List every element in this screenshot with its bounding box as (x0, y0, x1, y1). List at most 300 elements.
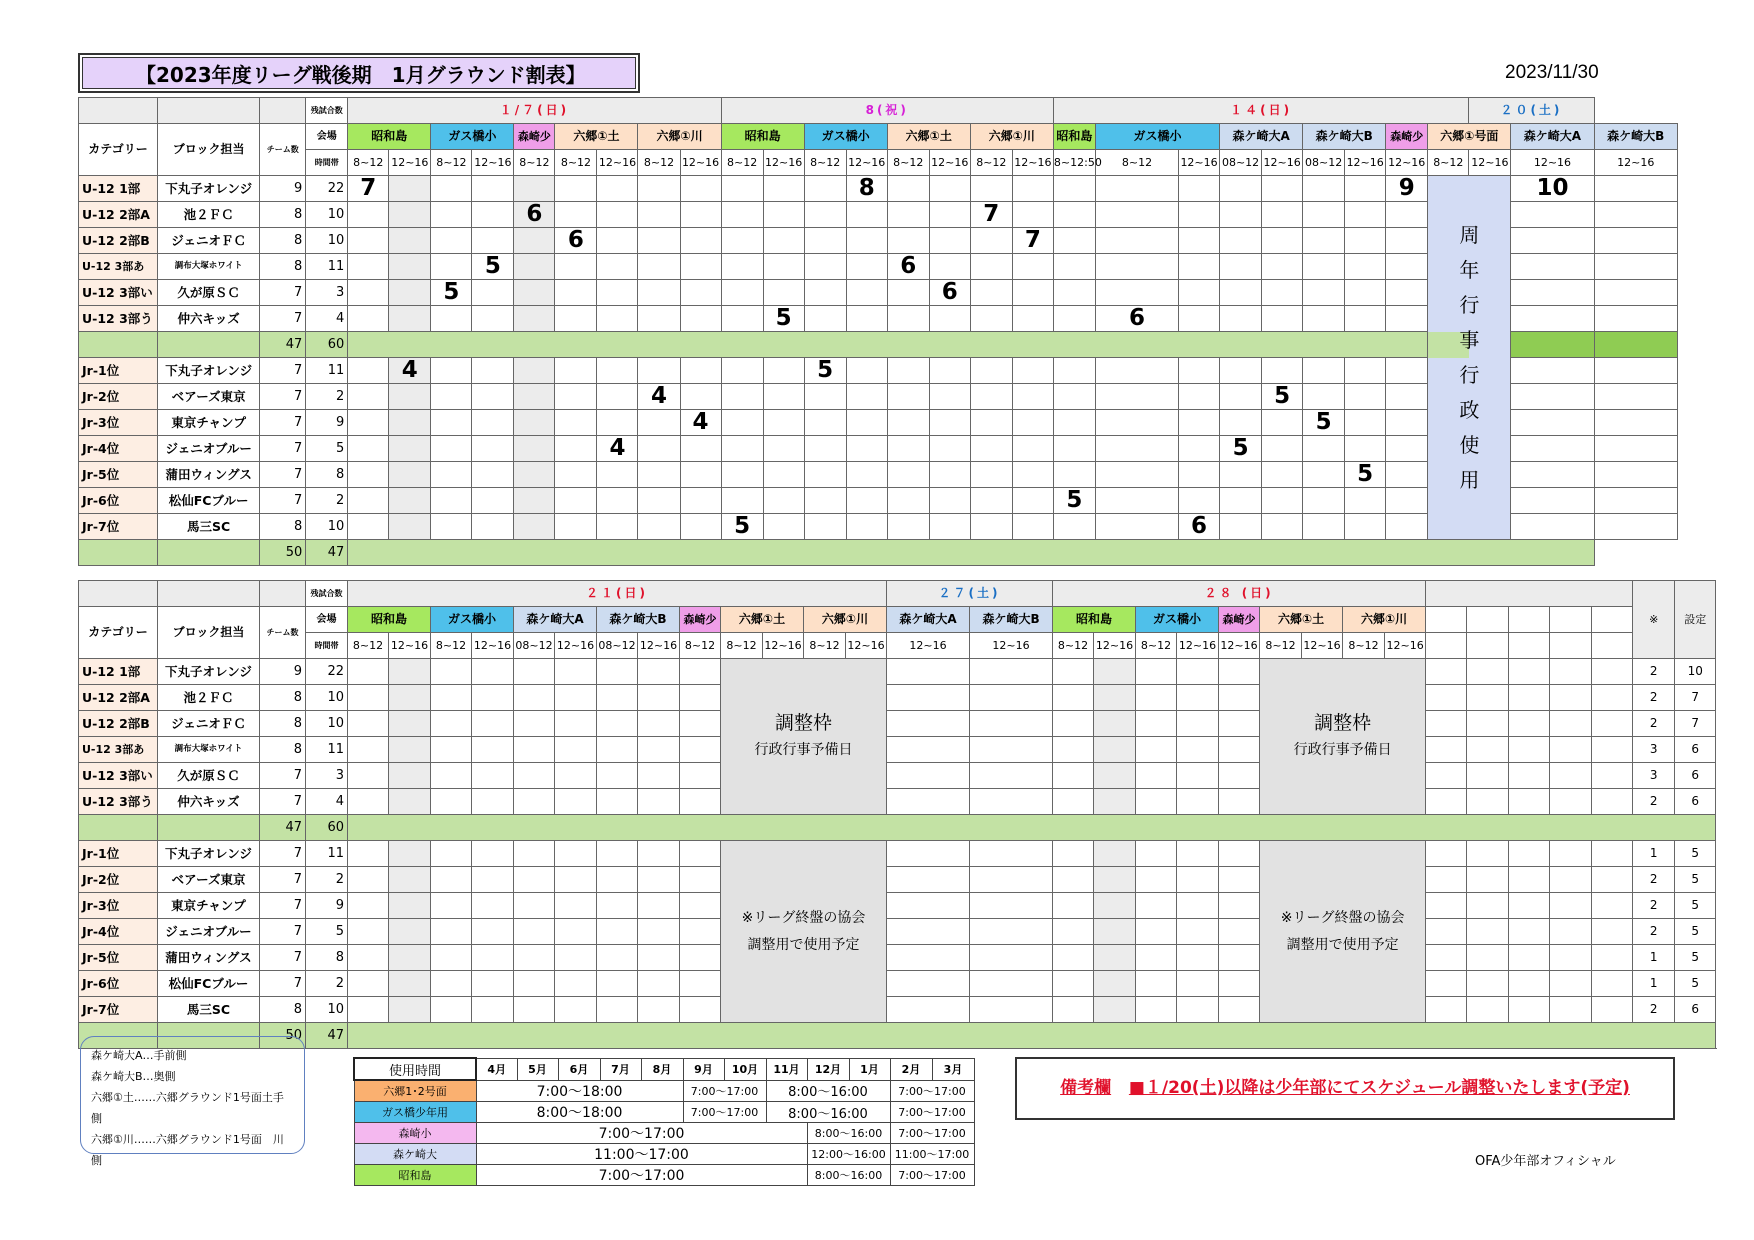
table-cell: 六郷①川 (1343, 607, 1426, 633)
table-cell (970, 919, 1053, 945)
table-cell: Jr-4位 (79, 436, 158, 462)
day-jan27: ２７(土) (887, 581, 1053, 607)
table-cell (929, 228, 970, 254)
table-cell: 8~12 (887, 150, 929, 176)
table-cell: 10 (306, 202, 348, 228)
table-cell (1509, 919, 1550, 945)
table-cell (638, 867, 680, 893)
table-cell (680, 514, 721, 540)
table-cell (1220, 176, 1262, 202)
table-cell: 2 (1633, 867, 1675, 893)
table-cell (1220, 306, 1262, 332)
table-cell (887, 202, 929, 228)
table-cell (597, 254, 638, 280)
table-cell: 5 (1675, 841, 1716, 867)
table-cell (79, 815, 158, 841)
table-cell (597, 176, 638, 202)
table-cell: 7 (260, 384, 306, 410)
table-cell: 森崎少 (680, 607, 721, 633)
adjust-slot-28 (1260, 659, 1426, 815)
table-cell (680, 711, 721, 737)
table-row (79, 841, 1716, 867)
table-row (79, 685, 1716, 711)
table-cell (1509, 659, 1550, 685)
table-cell (472, 228, 514, 254)
table-cell (514, 685, 555, 711)
table-cell (348, 436, 389, 462)
table-cell: 8:00～16:00 (807, 1123, 890, 1144)
table-cell (431, 711, 472, 737)
table-cell (638, 763, 680, 789)
table-cell (555, 919, 597, 945)
table-cell (1550, 841, 1592, 867)
table-cell (1345, 306, 1386, 332)
table-cell (1179, 488, 1220, 514)
table-cell: 森ケ崎大B (1303, 124, 1386, 150)
table-cell: 森ケ崎大A (1220, 124, 1303, 150)
note-line: 用 (1459, 467, 1480, 492)
table-cell (680, 659, 721, 685)
table-cell (158, 581, 260, 607)
table-cell (970, 971, 1053, 997)
match-count-cell: 5 (1053, 488, 1095, 514)
table-cell (1592, 763, 1633, 789)
table-cell (555, 737, 597, 763)
table-cell (929, 488, 970, 514)
table-cell (1426, 659, 1467, 685)
table-cell (804, 176, 846, 202)
table-cell (1426, 763, 1467, 789)
table-cell: ガス橋小 (1136, 607, 1219, 633)
table-row (79, 971, 1716, 997)
match-count-cell: 6 (887, 254, 929, 280)
note-line: 行 (1459, 362, 1480, 387)
vertical-note (1428, 176, 1511, 540)
table-cell: 9月 (683, 1058, 724, 1080)
table-cell (514, 176, 555, 202)
table-cell (1012, 410, 1053, 436)
table-cell (929, 176, 970, 202)
table-cell (1094, 659, 1136, 685)
table-cell (348, 945, 389, 971)
table-cell: 2 (306, 971, 348, 997)
note-line: 行政行事予備日 (754, 741, 853, 758)
table-cell (638, 997, 680, 1023)
table-cell (1136, 659, 1177, 685)
table-cell (1179, 280, 1220, 306)
table-cell (555, 514, 597, 540)
table-cell (348, 815, 1716, 841)
table-cell: U-12 2部A (79, 685, 158, 711)
table-cell (597, 737, 638, 763)
page-title: 【2023年度リーグ戦後期 1月グラウンド割表】 (78, 53, 640, 93)
table-cell (1220, 410, 1262, 436)
table-cell (472, 514, 514, 540)
table-cell: 12~16 (389, 633, 431, 659)
summary-row (79, 1023, 1716, 1049)
table-cell: 12~16 (1179, 150, 1220, 176)
table-cell (1509, 685, 1550, 711)
table-cell (763, 280, 804, 306)
table-cell: 森ケ崎大A (887, 607, 970, 633)
table-cell (1053, 763, 1094, 789)
table-cell: ジェニオブルー (158, 436, 260, 462)
table-cell: 7:00～17:00 (476, 1165, 807, 1186)
table-cell (472, 280, 514, 306)
table-cell (514, 711, 555, 737)
table-cell (1303, 254, 1345, 280)
table-cell (1345, 358, 1386, 384)
table-cell: 6 (1675, 737, 1716, 763)
table-cell (970, 893, 1053, 919)
table-cell (555, 488, 597, 514)
table-cell (472, 789, 514, 815)
table-cell (1550, 685, 1592, 711)
table-cell (1509, 607, 1550, 633)
table-cell: 池２ＦＣ (158, 685, 260, 711)
table-cell (348, 737, 389, 763)
table-cell: 8~12 (1428, 150, 1469, 176)
table-cell: チーム数 (260, 607, 306, 659)
match-count-cell: 7 (348, 176, 389, 202)
table-cell (1592, 737, 1633, 763)
table-cell: 9 (260, 659, 306, 685)
table-cell (597, 997, 638, 1023)
table-cell (555, 202, 597, 228)
table-cell: 7 (260, 893, 306, 919)
table-cell (1053, 893, 1094, 919)
table-cell (389, 659, 431, 685)
table-cell (763, 358, 804, 384)
table-cell: 12~16 (929, 150, 970, 176)
table-cell (1386, 488, 1428, 514)
table-cell: 5 (1675, 971, 1716, 997)
table-cell (348, 384, 389, 410)
table-cell: 3 (1633, 763, 1675, 789)
match-count-cell: 5 (1345, 462, 1386, 488)
table-cell (1303, 384, 1345, 410)
table-cell: 昭和島 (1053, 124, 1095, 150)
table-cell (514, 945, 555, 971)
table-cell (638, 488, 680, 514)
table-cell (1262, 176, 1303, 202)
table-cell (389, 514, 431, 540)
table-cell: 8~12 (348, 633, 389, 659)
match-count-cell: 5 (1220, 436, 1262, 462)
table-cell: 7 (260, 488, 306, 514)
table-cell: ガス橋小 (431, 124, 514, 150)
table-cell: 11 (306, 737, 348, 763)
table-cell (158, 98, 260, 124)
table-cell (79, 332, 158, 358)
table-cell (846, 202, 887, 228)
table-cell (1511, 462, 1594, 488)
remarks-label: 備考欄 (1060, 1078, 1112, 1098)
table-cell (555, 410, 597, 436)
table-cell (1262, 410, 1303, 436)
table-cell (1177, 789, 1219, 815)
table-cell (846, 410, 887, 436)
table-cell (680, 997, 721, 1023)
table-cell (431, 176, 472, 202)
table-cell: 5 (1675, 893, 1716, 919)
table-cell (1053, 789, 1094, 815)
table-cell: U-12 2部A (79, 202, 158, 228)
table-cell (555, 711, 597, 737)
table-cell (1550, 711, 1592, 737)
table-cell (1426, 607, 1467, 633)
table-cell (846, 436, 887, 462)
table-cell (1219, 659, 1260, 685)
table-cell (804, 462, 846, 488)
table-row (79, 176, 1678, 202)
table-cell: U-12 3部い (79, 280, 158, 306)
table-cell: 11 (306, 254, 348, 280)
table-cell (348, 971, 389, 997)
table-cell (1550, 763, 1592, 789)
table-cell (1386, 514, 1428, 540)
table-cell (1386, 254, 1428, 280)
table-cell (431, 384, 472, 410)
table-cell (472, 737, 514, 763)
table-cell (887, 176, 929, 202)
table-cell (1426, 711, 1467, 737)
table-cell (514, 659, 555, 685)
table-cell (1386, 202, 1428, 228)
table-cell (1095, 436, 1178, 462)
table-cell: 5 (1675, 945, 1716, 971)
table-cell (680, 685, 721, 711)
table-cell (1467, 841, 1509, 867)
table-cell (1179, 228, 1220, 254)
table-cell (597, 306, 638, 332)
match-count-cell: 5 (721, 514, 763, 540)
table-cell (970, 997, 1053, 1023)
table-cell: 9 (306, 410, 348, 436)
table-cell (597, 659, 638, 685)
table-cell: 5月 (517, 1058, 558, 1080)
table-cell (680, 306, 721, 332)
table-cell (1509, 867, 1550, 893)
table-cell: 3 (1633, 737, 1675, 763)
table-cell (555, 358, 597, 384)
table-cell (846, 462, 887, 488)
table-cell (1053, 867, 1094, 893)
table-cell (970, 763, 1053, 789)
table-cell (1177, 971, 1219, 997)
table-cell (1511, 384, 1594, 410)
table-cell (348, 789, 389, 815)
table-cell (431, 358, 472, 384)
table-cell (1594, 462, 1678, 488)
table-cell: ベアーズ東京 (158, 867, 260, 893)
table-cell (1095, 384, 1178, 410)
table-cell (1053, 971, 1094, 997)
table-cell (1136, 893, 1177, 919)
table-cell (638, 228, 680, 254)
table-cell (431, 893, 472, 919)
table-cell (1053, 514, 1095, 540)
note-line: 六郷①川……六郷グラウンド1号面 川側 (91, 1133, 284, 1167)
table-cell: 2 (1633, 997, 1675, 1023)
table-cell (348, 711, 389, 737)
table-cell (1220, 514, 1262, 540)
table-cell (1220, 202, 1262, 228)
table-cell (887, 228, 929, 254)
table-cell (970, 659, 1053, 685)
table-cell (1303, 436, 1345, 462)
remarks-text: ■１/20(土)以降は少年部にてスケジュール調整いたします(予定) (1128, 1078, 1630, 1098)
table-cell (389, 488, 431, 514)
table-cell (1095, 410, 1178, 436)
table-cell (1509, 971, 1550, 997)
table-cell: U-12 1部 (79, 176, 158, 202)
table-cell (1511, 358, 1594, 384)
table-cell (1303, 176, 1345, 202)
table-cell (887, 711, 970, 737)
table-cell: 六郷①土 (1260, 607, 1343, 633)
table-cell (970, 737, 1053, 763)
table-cell (597, 462, 638, 488)
table-cell (680, 841, 721, 867)
table-cell (721, 410, 763, 436)
table-cell (389, 737, 431, 763)
table-cell (1467, 893, 1509, 919)
table-cell (1053, 436, 1095, 462)
match-count-cell: 4 (597, 436, 638, 462)
table-cell (514, 228, 555, 254)
table-cell (389, 763, 431, 789)
table-cell (1594, 514, 1678, 540)
table-cell: 7:00～18:00 (476, 1080, 683, 1102)
table-row (79, 945, 1716, 971)
table-cell (1511, 306, 1594, 332)
table-cell: ジェニオＦＣ (158, 711, 260, 737)
note-line: ※リーグ終盤の協会 (1280, 909, 1405, 926)
table-cell (721, 436, 763, 462)
table-cell: 8~12:50 (1053, 150, 1095, 176)
table-cell: 08~12 (1220, 150, 1262, 176)
table-cell: 8~12 (1053, 633, 1094, 659)
table-cell: 7 (260, 410, 306, 436)
table-cell (638, 462, 680, 488)
table-cell (680, 488, 721, 514)
table-cell (1053, 254, 1095, 280)
table-cell (555, 789, 597, 815)
table-cell: ジェニオブルー (158, 919, 260, 945)
table-cell (680, 971, 721, 997)
table-cell (1219, 841, 1260, 867)
table-cell (597, 971, 638, 997)
table-cell (1095, 280, 1178, 306)
table-cell (1179, 306, 1220, 332)
table-cell (1426, 841, 1467, 867)
table-cell (431, 997, 472, 1023)
table-cell (763, 436, 804, 462)
table-cell (472, 841, 514, 867)
table-cell: U-12 1部 (79, 659, 158, 685)
table-cell (1426, 945, 1467, 971)
table-cell (431, 514, 472, 540)
note-line: 行 (1459, 292, 1480, 317)
table-cell (1386, 436, 1428, 462)
table-cell (638, 841, 680, 867)
table-cell (1220, 462, 1262, 488)
table-cell (804, 306, 846, 332)
table-cell (1219, 945, 1260, 971)
table-cell: 8:00～16:00 (766, 1102, 890, 1123)
table-cell (555, 971, 597, 997)
header-row (354, 1165, 974, 1186)
table-cell (1303, 228, 1345, 254)
note-line: 年 (1459, 257, 1480, 282)
table-cell (1345, 228, 1386, 254)
table-cell (887, 971, 970, 997)
table-cell (929, 306, 970, 332)
table-cell (804, 436, 846, 462)
table-cell (389, 971, 431, 997)
table-cell (1550, 919, 1592, 945)
table-cell (472, 410, 514, 436)
table-cell (1467, 919, 1509, 945)
table-cell: 12:00～16:00 (807, 1144, 890, 1165)
table-cell (970, 488, 1012, 514)
table-cell (472, 711, 514, 737)
table-cell: 2 (306, 488, 348, 514)
table-cell (348, 997, 389, 1023)
table-cell (680, 462, 721, 488)
table-cell: 6 (1675, 763, 1716, 789)
match-count-cell: 6 (1095, 306, 1178, 332)
table-cell (1053, 945, 1094, 971)
table-cell (1262, 436, 1303, 462)
table-cell (1511, 228, 1594, 254)
table-cell (431, 306, 472, 332)
table-cell (1592, 659, 1633, 685)
table-cell (472, 893, 514, 919)
table-cell (1467, 945, 1509, 971)
table-cell: ベアーズ東京 (158, 384, 260, 410)
table-cell (597, 867, 638, 893)
table-cell: 森ケ崎大A (1511, 124, 1594, 150)
table-cell: 馬三SC (158, 997, 260, 1023)
table-cell: 8~12 (1260, 633, 1302, 659)
table-cell (1386, 280, 1428, 306)
table-cell (597, 789, 638, 815)
table-cell: 2 (1633, 711, 1675, 737)
table-cell (1136, 841, 1177, 867)
table-cell (597, 893, 638, 919)
day-jan21: ２１(日) (348, 581, 887, 607)
table-cell (1467, 607, 1509, 633)
match-count-cell: 4 (680, 410, 721, 436)
table-cell (638, 202, 680, 228)
table-cell (1012, 488, 1053, 514)
table-cell (1219, 971, 1260, 997)
table-cell (1136, 711, 1177, 737)
table-cell (970, 711, 1053, 737)
table-cell (431, 436, 472, 462)
table-cell (970, 306, 1012, 332)
table-cell: 10 (306, 514, 348, 540)
table-cell: Jr-6位 (79, 971, 158, 997)
table-cell (1094, 763, 1136, 789)
table-cell (472, 358, 514, 384)
table-cell (846, 358, 887, 384)
table-cell: ガス橋小 (431, 607, 514, 633)
table-cell: 12~16 (763, 633, 804, 659)
table-cell (555, 659, 597, 685)
